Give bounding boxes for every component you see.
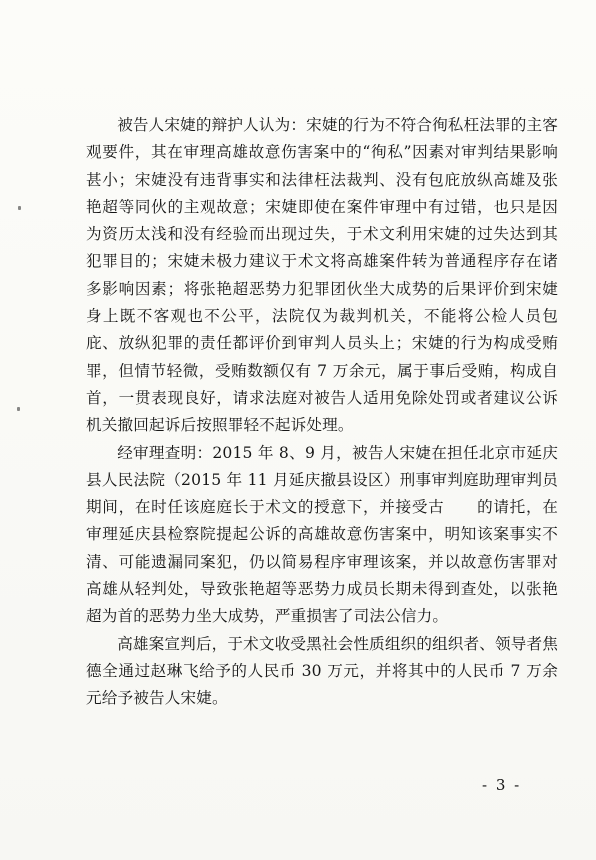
page-number: - 3 - bbox=[482, 776, 522, 794]
paragraph-findings: 经审理查明：2015 年 8、9 月，被告人宋婕在担任北京市延庆县人民法院（2015 年 11 月延庆撤县设区）刑事审判庭助理审判员期间，在时任该庭庭长于术文的授意下，并接受古 的请托，在审理延庆县检察院提起公诉的高雄故意伤害案中，明知该案事实不清、可能遗漏同案犯，仍以简易程序审理该案，并以故意伤害罪对高雄从轻判处，导致张艳超等恶势力成员长期未得到查处，以张艳超为首的恶势力坐大成势，严重损害了司法公信力。 bbox=[86, 443, 558, 626]
scan-speck bbox=[18, 206, 21, 210]
paragraph-bribery-facts: 高雄案宣判后，于术文收受黑社会性质组织的组织者、领导者焦德全通过赵琳飞给予的人民币 30 万元，并将其中的人民币 7 万余元给予被告人宋婕。 bbox=[86, 634, 559, 708]
body-text bbox=[86, 112, 558, 713]
scan-speck bbox=[17, 407, 20, 411]
paragraph-defense-opinion: 被告人宋婕的辩护人认为：宋婕的行为不符合徇私枉法罪的主客观要件，其在审理高雄故意伤害案中的“徇私”因素对审判结果影响甚小；宋婕没有违背事实和法律枉法裁判、没有包庇放纵高雄及张艳超等同伙的主观故意；宋婕即使在案件审理中有过错，也只是因为资历太浅和没有经验而出现过失，于术文利用宋婕的过失达到其犯罪目的；宋婕未极力建议于术文将高雄案件转为普通程序存在诸多影响因素；将张艳超恶势力犯罪团伙坐大成势的后果评价到宋婕身上既不客观也不公平，法院仅为裁判机关，不能将公检人员包庇、放纵犯罪的责任都评价到审判人员头上；宋婕的行为构成受贿罪，但情节轻微，受贿数额仅有 7 万余元，属于事后受贿，构成自首，一贯表现良好，请求法庭对被告人适用免除处罚或者建议公诉机关撤回起诉后按照罪轻不起诉处理。 bbox=[86, 116, 559, 435]
